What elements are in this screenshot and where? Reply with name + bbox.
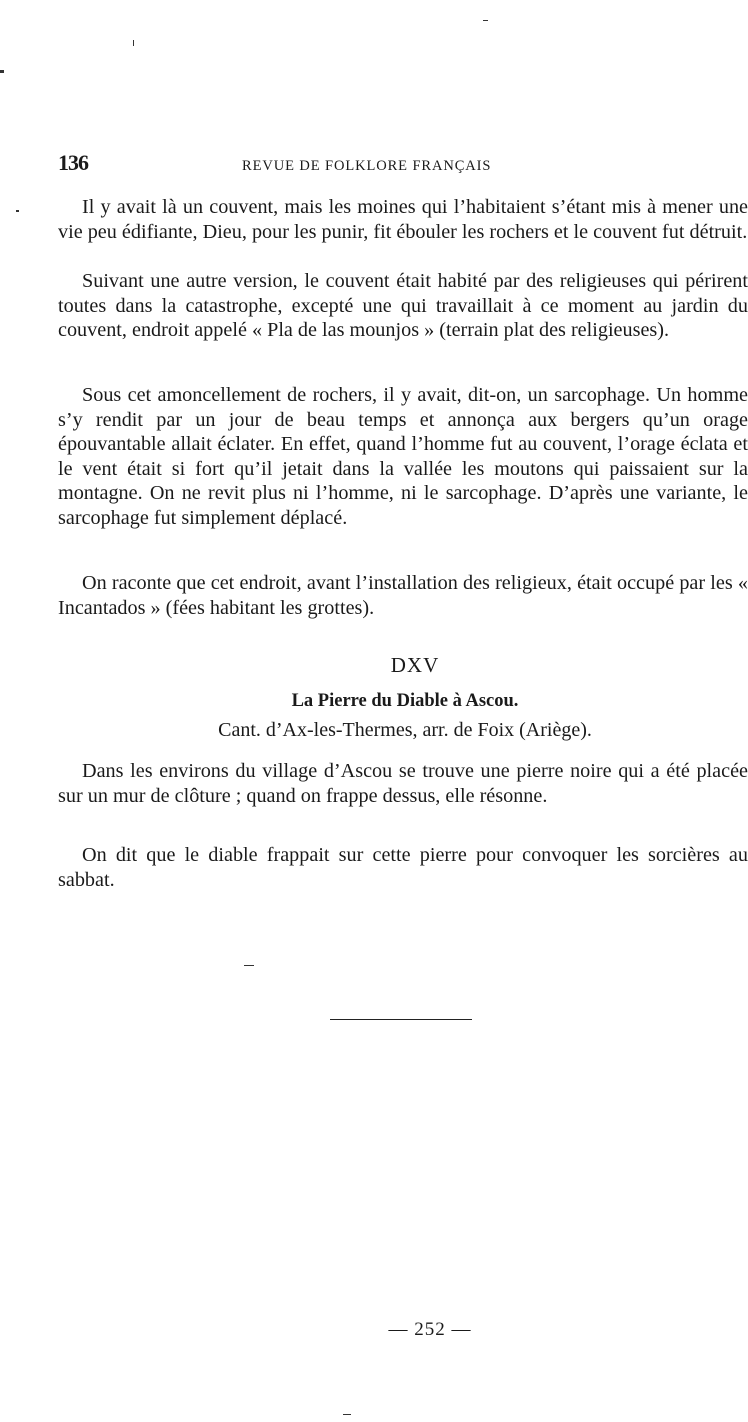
section-title: La Pierre du Diable à Ascou.: [291, 691, 519, 711]
scan-speck: [483, 20, 488, 21]
paragraph-6: On dit que le diable frappait sur cette pierre pour convoquer les sorcières au sabbat.: [58, 844, 748, 891]
paragraph-1: Il y avait là un couvent, mais les moines qui l’habitaient s’étant mis à mener une vie peu édifiante, Dieu, pour les punir, fit ébouler les rochers et le couvent fut détruit.: [58, 196, 748, 243]
page-header: [58, 150, 748, 180]
scan-speck: [343, 1414, 351, 1415]
paragraph-4: On raconte que cet endroit, avant l’installation des religieux, était occupé par les « Incantados » (fées habitant les grottes).: [58, 572, 748, 619]
page-number: 136: [58, 150, 88, 175]
section-number: DXV: [390, 653, 440, 677]
end-rule: [330, 1019, 472, 1020]
running-title: REVUE DE FOLKLORE FRANÇAIS: [242, 158, 492, 174]
scan-speck: [0, 70, 4, 73]
scan-speck: [133, 40, 134, 46]
footer-page-number: — 252 —: [388, 1319, 472, 1340]
scan-speck: [244, 965, 254, 966]
paragraph-3: Sous cet amoncellement de rochers, il y avait, dit-on, un sarcophage. Un homme s’y rendit par un jour de beau temps et annonça aux bergers qu’un orage épouvantable allait éclater. En effet, quand l’homme fut au couvent, l’orage éclata et le vent était si fort qu’il jetait dans la vallée les moutons qui paissaient sur la montagne. On ne revit plus ni l’homme, ni le sarcophage. D’après une variante, le sarcophage fut simplement déplacé.: [58, 384, 748, 529]
paragraph-2: Suivant une autre version, le couvent était habité par des religieuses qui périrent toutes dans la catastrophe, excepté une qui travaillait à ce moment au jardin du couvent, endroit appelé « Pla de las mounjos » (terrain plat des religieuses).: [58, 270, 748, 341]
section-subtitle: Cant. d’Ax-les-Thermes, arr. de Foix (Ariège).: [218, 719, 592, 741]
scan-speck: [16, 210, 19, 212]
paragraph-5: Dans les environs du village d’Ascou se trouve une pierre noire qui a été placée sur un mur de clôture ; quand on frappe dessus, elle résonne.: [58, 760, 748, 807]
